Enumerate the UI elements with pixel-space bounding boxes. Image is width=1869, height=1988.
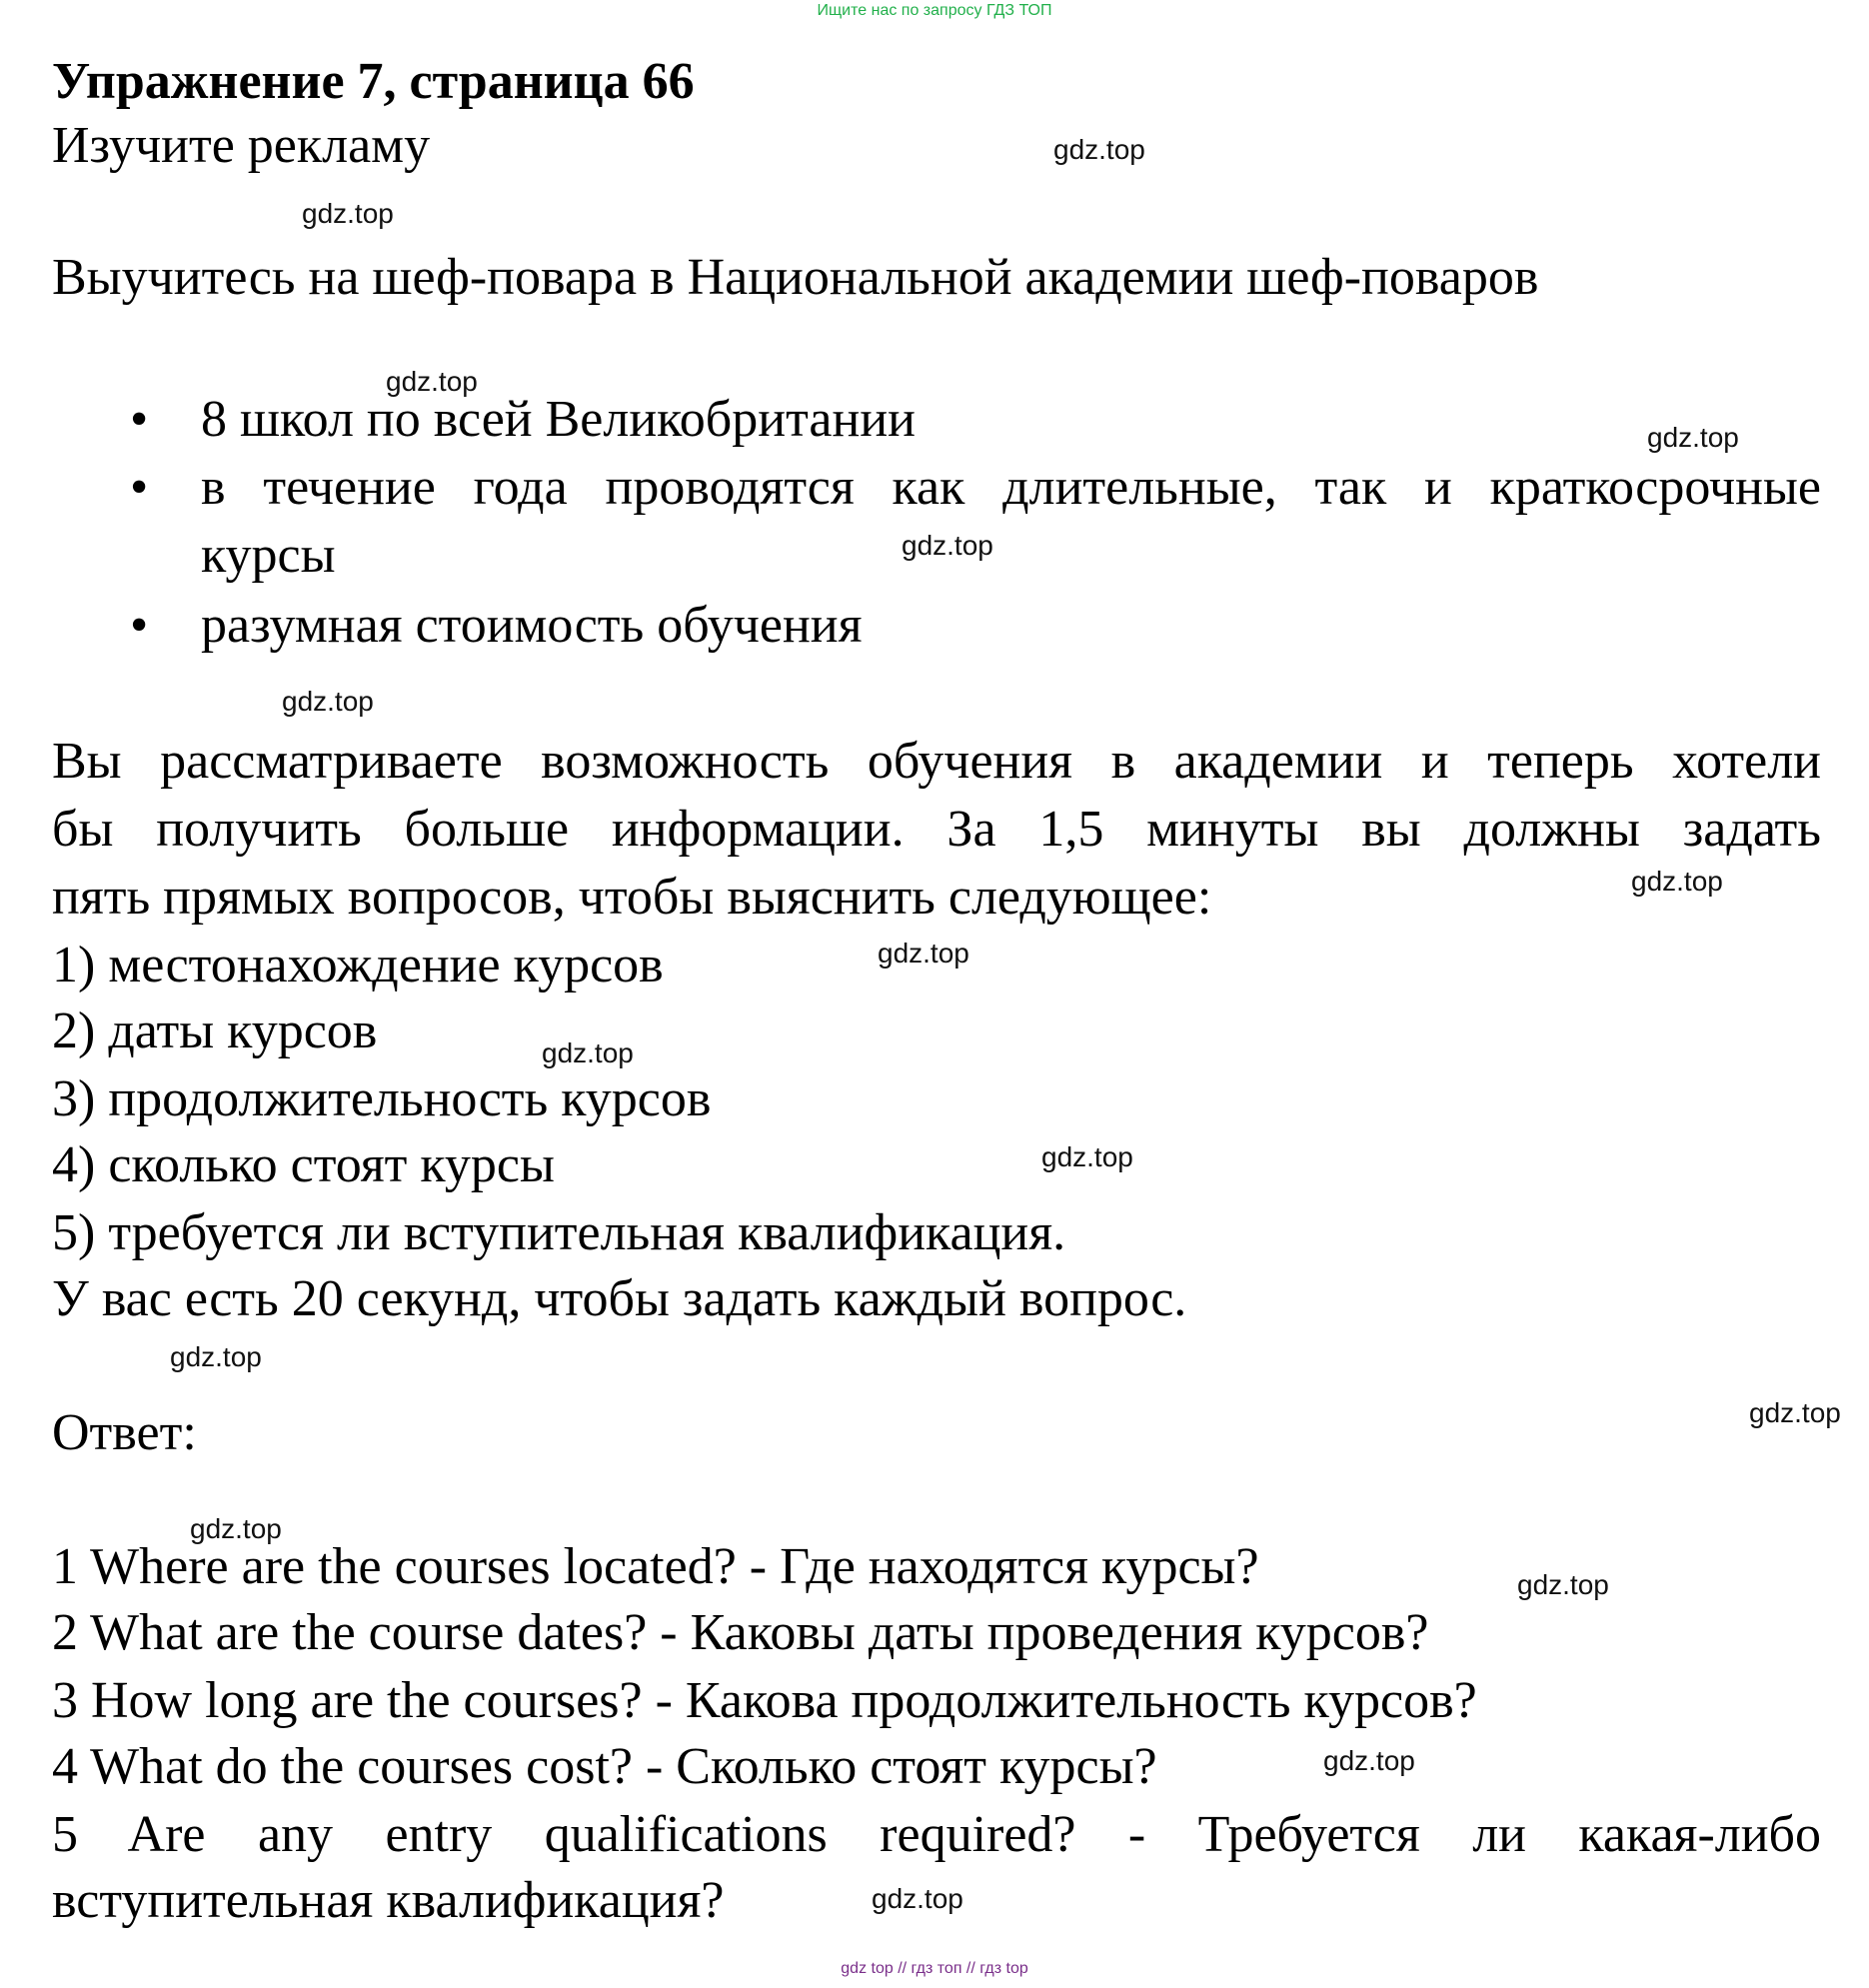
answer-item: 1 Where are the courses located? - Где находятся курсы?	[52, 1538, 1259, 1595]
top-banner-note: Ищите нас по запросу ГДЗ ТОП	[817, 2, 1052, 19]
answer-label: Ответ:	[52, 1404, 197, 1461]
task-line: пять прямых вопросов, чтобы выяснить следующее:	[52, 869, 1212, 926]
answer-item: 2 What are the course dates? - Каковы даты проведения курсов?	[52, 1604, 1429, 1661]
bullet-dot: •	[130, 597, 149, 654]
answer-item-continuation: вступительная квалификация?	[52, 1872, 725, 1929]
list-item: 3) продолжительность курсов	[52, 1070, 712, 1127]
watermark-text: gdz.top	[872, 1883, 963, 1914]
ad-headline: Выучитесь на шеф-повара в Национальной академии шеф-поваров	[52, 249, 1539, 306]
bullet-dot: •	[130, 459, 149, 516]
watermark-text: gdz.top	[1053, 134, 1145, 165]
list-item: 5) требуется ли вступительная квалификация.	[52, 1204, 1066, 1261]
watermark-text: gdz.top	[190, 1513, 282, 1544]
task-line: бы получить больше информации. За 1,5 минуты вы должны задать	[52, 801, 1821, 858]
watermark-text: gdz.top	[282, 686, 374, 717]
bullet-dot: •	[130, 391, 149, 448]
answer-item: 5 Are any entry qualifications required? - Требуется ли какая-либо	[52, 1806, 1821, 1863]
watermark-text: gdz.top	[1631, 866, 1723, 897]
bullet-item: в течение года проводятся как длительные, так и краткосрочные	[201, 459, 1821, 516]
watermark-text: gdz.top	[1323, 1745, 1415, 1776]
answer-item: 4 What do the courses cost? - Сколько стоят курсы?	[52, 1738, 1157, 1795]
watermark-text: gdz.top	[878, 938, 969, 969]
watermark-text: gdz.top	[1647, 422, 1739, 453]
watermark-text: gdz.top	[170, 1341, 262, 1372]
answer-item: 3 How long are the courses? - Какова продолжительность курсов?	[52, 1672, 1477, 1729]
watermark-text: gdz.top	[1517, 1569, 1609, 1600]
list-item: 4) сколько стоят курсы	[52, 1136, 555, 1193]
exercise-title: Упражнение 7, страница 66	[52, 53, 695, 110]
list-item: 1) местонахождение курсов	[52, 937, 664, 994]
watermark-text: gdz.top	[1041, 1141, 1133, 1172]
footer-note: gdz top // гдз топ // гдз top	[841, 1960, 1028, 1977]
bullet-item: 8 школ по всей Великобритании	[201, 391, 916, 448]
task-line: Вы рассматриваете возможность обучения в академии и теперь хотели	[52, 733, 1821, 790]
bullet-item-continuation: курсы	[201, 527, 336, 584]
watermark-text: gdz.top	[1749, 1397, 1841, 1428]
watermark-text: gdz.top	[302, 198, 394, 229]
watermark-text: gdz.top	[542, 1037, 634, 1068]
watermark-text: gdz.top	[902, 530, 993, 561]
bullet-item: разумная стоимость обучения	[201, 597, 863, 654]
list-item: 2) даты курсов	[52, 1002, 378, 1059]
watermark-text: gdz.top	[386, 366, 478, 397]
instruction-subtitle: Изучите рекламу	[52, 117, 431, 174]
time-note: У вас есть 20 секунд, чтобы задать каждый вопрос.	[52, 1270, 1187, 1327]
